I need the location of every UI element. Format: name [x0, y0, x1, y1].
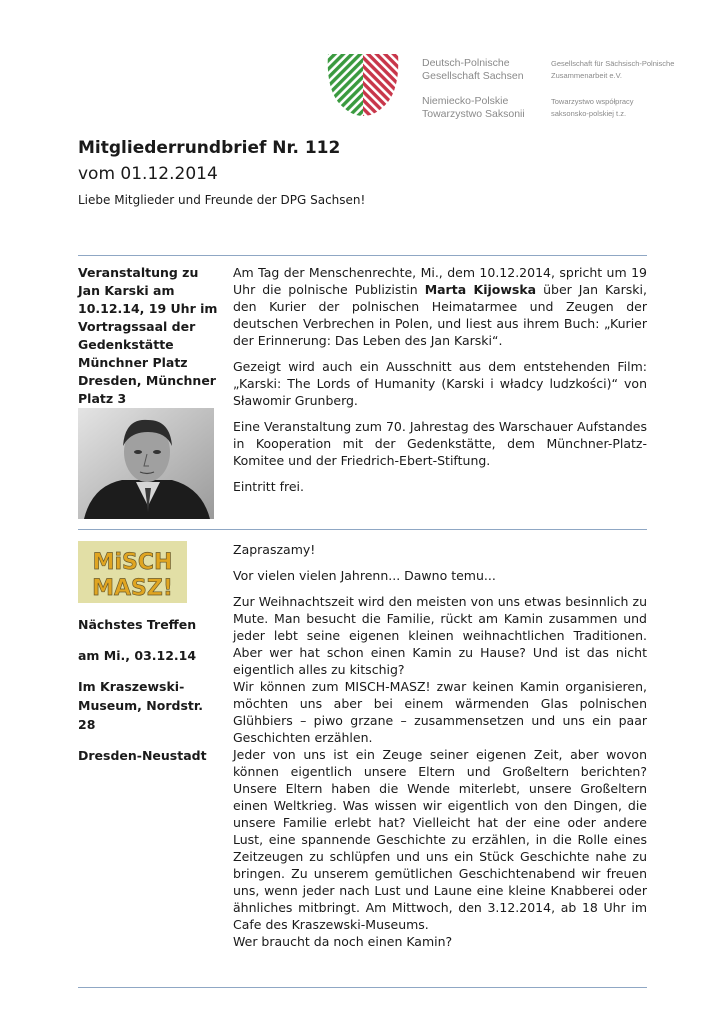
- org-name-pl: [422, 95, 525, 121]
- org-subtitle-pl-line1: Towarzystwo współpracy: [551, 97, 634, 106]
- dpg-logo: [326, 52, 400, 118]
- org-name-pl-line2: Towarzystwo Saksonii: [422, 108, 525, 120]
- meeting-info: [78, 615, 224, 765]
- closing-question: Wer braucht da noch einen Kamin?: [233, 934, 453, 949]
- misch-masz-logo: [78, 541, 187, 603]
- org-name-de: [422, 57, 524, 83]
- meeting-body: [233, 541, 647, 950]
- once-upon-a-time: Vor vielen vielen Jahrenn... Dawno temu...: [233, 568, 496, 583]
- event-karski-text-1: Am Tag der Menschenrechte, Mi., dem 10.12.2014, spricht um 19 Uhr die polnische Publizistin: [233, 265, 647, 297]
- gluehbier-paragraph: Wir können zum MISCH-MASZ! zwar keinen Kamin organisieren, möchten uns aber bei einem wärmenden Glas polnischen Glühbiers – piwo grzane – zusammensetzen und uns ein paar Geschichten erzählen.: [233, 679, 647, 745]
- speaker-name: Marta Kijowska: [424, 282, 537, 297]
- admission-text: Eintritt frei.: [233, 479, 304, 494]
- divider: [78, 529, 647, 530]
- film-paragraph: Gezeigt wird auch ein Ausschnitt aus dem entstehenden Film: „Karski: The Lords of Humanity (Karski i władcy ludzkości)“ von Sławomir Grunberg.: [233, 359, 647, 408]
- org-subtitle-de-line1: Gesellschaft für Sächsisch-Polnische: [551, 59, 675, 68]
- org-name-de-line1: Deutsch-Polnische: [422, 57, 510, 69]
- event-karski-text-2: über Jan Karski, den Kurier der polnischen Heimatarmee und Zeugen der deutschen Verbrechen in Polen, und liest aus ihrem Buch: „Kurier der Erinnerung: Das Leben des Jan Karski“.: [233, 282, 647, 348]
- org-subtitle-de: [551, 58, 674, 82]
- org-subtitle-de-line2: Zusammenarbeit e.V.: [551, 71, 623, 80]
- meeting-label: Nächstes Treffen: [78, 617, 197, 632]
- event-karski-heading: [78, 264, 224, 408]
- event-karski-body: [233, 264, 647, 495]
- logo-word-1: MiSCH: [92, 550, 173, 575]
- portrait-photo: [78, 408, 214, 519]
- org-name-pl-line1: Niemiecko-Polskie: [422, 95, 509, 107]
- meeting-city: Dresden-Neustadt: [78, 748, 207, 763]
- cooperation-paragraph: Eine Veranstaltung zum 70. Jahrestag des Warschauer Aufstandes in Kooperation mit der Gedenkstätte, dem Münchner-Platz-Komitee und der Friedrich-Ebert-Stiftung.: [233, 419, 647, 468]
- christmas-paragraph: Zur Weihnachtszeit wird den meisten von uns etwas besinnlich zu Mute. Man besucht die Familie, rückt am Kamin zusammen und jeder lebt seine eigenen kleinen weihnachtlichen Traditionen. Aber wer hat schon einen Kamin zu Hause? Und ist das nicht eigentlich alles zu kitschig?: [233, 594, 647, 677]
- org-name-de-line2: Gesellschaft Sachsen: [422, 70, 524, 82]
- newsletter-date: vom 01.12.2014: [78, 164, 218, 184]
- meeting-location: Im Kraszewski-Museum, Nordstr. 28: [78, 679, 203, 732]
- meeting-date: am Mi., 03.12.14: [78, 648, 197, 663]
- divider: [78, 255, 647, 256]
- invite-greeting: Zapraszamy!: [233, 542, 316, 557]
- event-karski-heading-text: Veranstaltung zu Jan Karski am 10.12.14, 19 Uhr im Vortragssaal der Gedenkstätte Münchner Platz Dresden, Münchner Platz 3: [78, 265, 218, 406]
- greeting: Liebe Mitglieder und Freunde der DPG Sachsen!: [78, 193, 366, 207]
- logo-word-2: MASZ!: [92, 576, 173, 601]
- newsletter-title: Mitgliederrundbrief Nr. 112: [78, 138, 341, 158]
- event-karski-paragraph: [233, 264, 647, 349]
- org-subtitle-pl: [551, 96, 634, 120]
- stories-paragraph: Jeder von uns ist ein Zeuge seiner eigenen Zeit, aber wovon können eigentlich unsere Eltern und Großeltern berichten? Unsere Eltern haben die Wende miterlebt, unsere Großeltern einen Weltkrieg. Was wissen wir eigentlich von den Dingen, die unsere Familie erlebt hat? Vielleicht hat der eine oder andere Lust, eine spannende Geschichte zu erzählen, in die Rolle eines Zeitzeugen zu schlüpfen und uns ein Stück Geschichte nahe zu bringen. Zu unserem gemütlichen Geschichtenabend wir freuen uns, wenn jeder nach Lust und Laune eine kleine Knabberei oder ähnliches mitbringt. Am Mittwoch, den 3.12.2014, ab 18 Uhr im Cafe des Kraszewski-Museums.: [233, 747, 647, 932]
- org-subtitle-pl-line2: saksonsko-polskiej t.z.: [551, 109, 627, 118]
- divider: [78, 987, 647, 988]
